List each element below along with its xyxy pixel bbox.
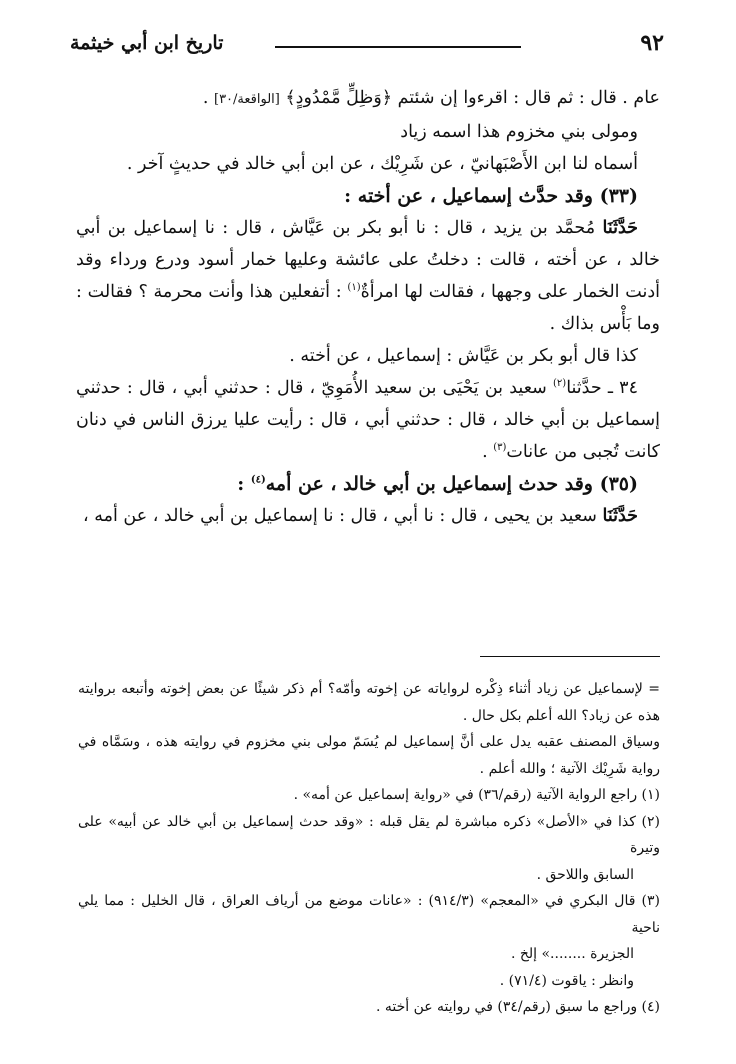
heading-text: :: [237, 473, 251, 495]
hadith-text: .: [482, 442, 494, 462]
hadith-text: مُحمَّد بن يزيد ، قال : نا أبو بكر بن عَيَّاش ، قال : نا إسماعيل بن أبي خالد ، عن أخته ، قالت : دخلتُ على عائشة وعليها خمار أسود ودرع ورداء وقد أدنت الخمار على وجهها ، فقالت لها امرأةٌ: [76, 218, 660, 302]
footnote-3: (٣) قال البكري في «المعجم» (٩١٤/٣) : «عانات موضع من أرياف العراق ، قال الخليل : مما يلي ناحية: [78, 893, 661, 936]
hadith-34: [76, 372, 660, 468]
quran-quote: ﴿وَظِلٍّ مَّمْدُودٍ﴾: [285, 88, 393, 108]
hadith-text: سعيد بن يحيى ، قال : نا أبي ، قال : نا إسماعيل بن أبي خالد ، عن أمه ،: [83, 506, 603, 526]
footnote-1: (١) راجع الرواية الآتية (رقم/٣٦) في «رواية إسماعيل عن أمه» .: [293, 787, 660, 803]
hadith-33: [76, 212, 660, 340]
footnote-ref: (٤): [250, 474, 266, 486]
footnote-2: (٢) كذا في «الأصل» ذكره مباشرة لم يقل قبله : «وقد حدث إسماعيل بن أبي خالد عن أبيه» على وتيرة: [78, 813, 660, 856]
quran-reference: [الواقعة/٣٠]: [213, 92, 280, 107]
footnote-continued: = لإسماعيل عن زياد أثناء ذِكْره لرواياته عن إخوته وأمّه؟ أم ذكر شيئًا عن بعض إخوته وأتبعه بروايته هذه عن زياد؟ الله أعلم بكل حال .: [78, 681, 660, 724]
paragraph-opening: [76, 82, 660, 116]
text-line-kadha: كذا قال أبو بكر بن عَيَّاش : إسماعيل ، عن أخته .: [289, 346, 638, 366]
footnote-3-cont: وانظر : ياقوت (٧١/٤) .: [499, 972, 634, 989]
hadith-number: ٣٤ ـ حدَّثنا: [566, 378, 638, 398]
text-line: .: [202, 88, 214, 108]
footnote-divider: [480, 656, 660, 657]
hadith-text: : أتفعلين هذا وأنت محرمة ؟ فقالت : وما بَأْس بذاك .: [76, 282, 660, 334]
text-line-asmah: أسماه لنا ابن الأَصْبَهانيّ ، عن شَرِيْك ، عن ابن أبي خالد في حديثٍ آخر .: [126, 154, 638, 174]
footnote-ref: (٣): [493, 442, 507, 454]
footnotes: [78, 676, 660, 1021]
footnote-4: (٤) وراجع ما سبق (رقم/٣٤) في روايته عن أخته .: [375, 999, 660, 1015]
page-header: [70, 30, 666, 64]
haddathana-lead: حَدَّثَنَا: [602, 218, 638, 238]
footnote-continued: وسياق المصنف عقبه يدل على أنَّ إسماعيل لم يُسَمّ مولى بني مخزوم في روايته هذه ، وسَمَّاه في رواية شَرِيْك الآتية ؛ والله أعلم .: [78, 734, 660, 777]
haddathana-lead: حَدَّثَنَا: [602, 506, 638, 526]
main-text: [76, 82, 660, 532]
footnote-ref: (١): [347, 282, 361, 294]
section-heading-33: (٣٣) وقد حدَّث إسماعيل ، عن أخته :: [344, 185, 638, 207]
running-title: تاريخ ابن أبي خيثمة: [70, 32, 224, 54]
text-line-mawla: ومولى بني مخزوم هذا اسمه زياد: [400, 122, 638, 142]
page-number: ٩٢: [640, 30, 664, 56]
section-heading-35: [76, 468, 660, 500]
footnote-ref: (٢): [553, 378, 567, 390]
hadith-text: سعيد بن يَحْيَى بن سعيد الأُمَوِيّ ، قال : حدثني أبي ، قال : حدثني إسماعيل بن أبي خالد ، قال : حدثني أبي ، قال : رأيت عليا يرزق الناس في دنان كانت تُجبى من عانات: [76, 378, 660, 462]
header-rule: [275, 46, 521, 48]
footnote-2-cont: السابق واللاحق .: [536, 866, 634, 883]
text-line: عام . قال : ثم قال : اقرءوا إن شئتم: [392, 88, 660, 108]
footnote-3-cont: الجزيرة ........» إلخ .: [510, 946, 634, 962]
hadith-35: [76, 500, 660, 532]
heading-text: (٣٥) وقد حدث إسماعيل بن أبي خالد ، عن أمه: [265, 473, 638, 495]
